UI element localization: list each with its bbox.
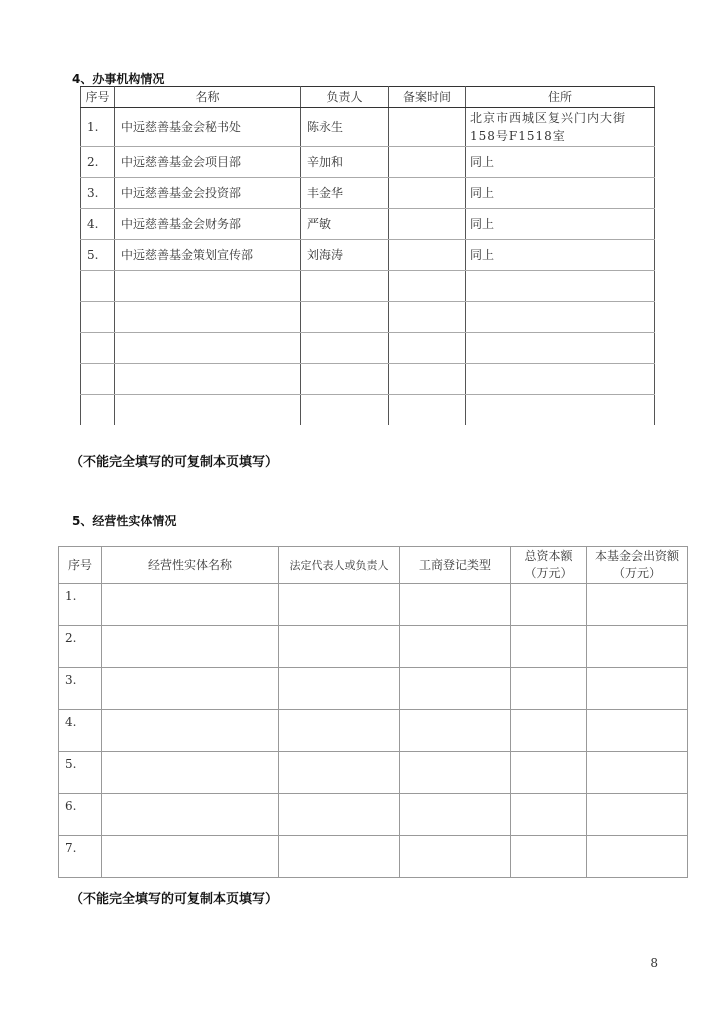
cell-date — [389, 108, 466, 147]
cell-no: 3. — [59, 668, 102, 710]
cell-entity-name — [102, 584, 279, 626]
cell-address — [466, 302, 655, 333]
table-row — [59, 794, 688, 836]
cell-entity-name — [102, 836, 279, 878]
cell-name: 中远慈善基金会项目部 — [115, 147, 301, 178]
cell-address: 同上 — [466, 147, 655, 178]
cell-total-capital — [511, 710, 587, 752]
section5-title: 5、经营性实体情况 — [72, 514, 177, 528]
cell-address: 同上 — [466, 240, 655, 271]
cell-name — [115, 395, 301, 426]
cell-legal-rep — [279, 710, 400, 752]
cell-contribution — [587, 626, 688, 668]
cell-date — [389, 209, 466, 240]
cell-head — [301, 364, 389, 395]
cell-total-capital — [511, 626, 587, 668]
cell-name: 中远慈善基金会投资部 — [115, 178, 301, 209]
cell-no: 2. — [59, 626, 102, 668]
cell-no: 7. — [59, 836, 102, 878]
table-row — [81, 147, 655, 178]
cell-total-capital — [511, 836, 587, 878]
cell-no — [81, 364, 115, 395]
cell-total-capital — [511, 668, 587, 710]
cell-entity-name — [102, 626, 279, 668]
cell-reg-type — [400, 584, 511, 626]
cell-no: 6. — [59, 794, 102, 836]
cell-date — [389, 240, 466, 271]
header-no: 序号 — [81, 87, 115, 108]
cell-reg-type — [400, 794, 511, 836]
cell-reg-type — [400, 836, 511, 878]
section4-title: 4、办事机构情况 — [72, 72, 165, 86]
table-row — [81, 302, 655, 333]
cell-address — [466, 364, 655, 395]
cell-entity-name — [102, 794, 279, 836]
cell-contribution — [587, 794, 688, 836]
header-legal-rep: 法定代表人或负责人 — [279, 547, 400, 584]
table-row — [81, 240, 655, 271]
page-number: 8 — [650, 956, 658, 970]
cell-head: 辛加和 — [301, 147, 389, 178]
cell-no — [81, 271, 115, 302]
cell-legal-rep — [279, 668, 400, 710]
cell-entity-name — [102, 668, 279, 710]
header-total-capital: 总资本额（万元） — [511, 547, 587, 584]
table-row — [81, 333, 655, 364]
cell-legal-rep — [279, 626, 400, 668]
header-name: 名称 — [115, 87, 301, 108]
cell-date — [389, 271, 466, 302]
cell-no — [81, 395, 115, 426]
cell-head — [301, 333, 389, 364]
cell-no: 4. — [59, 710, 102, 752]
table-row — [81, 364, 655, 395]
header-contribution: 本基金会出资额（万元） — [587, 547, 688, 584]
cell-date — [389, 147, 466, 178]
table-row — [59, 668, 688, 710]
cell-address: 北京市西城区复兴门内大街158号F1518室 — [466, 108, 655, 147]
cell-date — [389, 302, 466, 333]
office-table — [80, 86, 655, 425]
table-row — [59, 836, 688, 878]
cell-date — [389, 395, 466, 426]
table-row — [81, 178, 655, 209]
cell-legal-rep — [279, 584, 400, 626]
cell-name — [115, 333, 301, 364]
cell-address — [466, 333, 655, 364]
cell-head — [301, 302, 389, 333]
cell-reg-type — [400, 668, 511, 710]
cell-head — [301, 271, 389, 302]
header-entity-name: 经营性实体名称 — [102, 547, 279, 584]
cell-no — [81, 333, 115, 364]
header-address: 住所 — [466, 87, 655, 108]
cell-name — [115, 271, 301, 302]
cell-head — [301, 395, 389, 426]
cell-head: 丰金华 — [301, 178, 389, 209]
cell-contribution — [587, 752, 688, 794]
cell-contribution — [587, 584, 688, 626]
cell-no: 1. — [81, 108, 115, 147]
table-row — [59, 710, 688, 752]
cell-entity-name — [102, 752, 279, 794]
cell-date — [389, 364, 466, 395]
cell-address: 同上 — [466, 209, 655, 240]
cell-contribution — [587, 710, 688, 752]
cell-contribution — [587, 836, 688, 878]
header-head: 负责人 — [301, 87, 389, 108]
cell-total-capital — [511, 752, 587, 794]
cell-name — [115, 364, 301, 395]
cell-legal-rep — [279, 752, 400, 794]
table-row — [59, 626, 688, 668]
table-row — [59, 752, 688, 794]
cell-no: 3. — [81, 178, 115, 209]
cell-entity-name — [102, 710, 279, 752]
cell-reg-type — [400, 626, 511, 668]
header-date: 备案时间 — [389, 87, 466, 108]
cell-no: 5. — [81, 240, 115, 271]
business-entity-table — [58, 546, 688, 878]
table-row — [81, 271, 655, 302]
section5-note: （不能完全填写的可复制本页填写） — [70, 892, 279, 907]
cell-legal-rep — [279, 836, 400, 878]
cell-contribution — [587, 668, 688, 710]
cell-date — [389, 178, 466, 209]
header-reg-type: 工商登记类型 — [400, 547, 511, 584]
cell-name: 中远慈善基金策划宣传部 — [115, 240, 301, 271]
cell-reg-type — [400, 752, 511, 794]
cell-name: 中远慈善基金会财务部 — [115, 209, 301, 240]
cell-head: 陈永生 — [301, 108, 389, 147]
cell-legal-rep — [279, 794, 400, 836]
cell-address — [466, 271, 655, 302]
business-table-header — [59, 547, 688, 584]
cell-no: 4. — [81, 209, 115, 240]
cell-no: 2. — [81, 147, 115, 178]
cell-head: 严敏 — [301, 209, 389, 240]
cell-total-capital — [511, 794, 587, 836]
cell-total-capital — [511, 584, 587, 626]
table-row — [81, 108, 655, 147]
cell-no: 5. — [59, 752, 102, 794]
cell-name: 中远慈善基金会秘书处 — [115, 108, 301, 147]
office-table-header — [81, 87, 655, 108]
cell-address — [466, 395, 655, 426]
cell-name — [115, 302, 301, 333]
header-no: 序号 — [59, 547, 102, 584]
table-row — [59, 584, 688, 626]
cell-no — [81, 302, 115, 333]
section4-note: （不能完全填写的可复制本页填写） — [70, 455, 279, 470]
cell-date — [389, 333, 466, 364]
cell-head: 刘海涛 — [301, 240, 389, 271]
cell-address: 同上 — [466, 178, 655, 209]
table-row — [81, 209, 655, 240]
cell-reg-type — [400, 710, 511, 752]
cell-no: 1. — [59, 584, 102, 626]
table-row — [81, 395, 655, 426]
